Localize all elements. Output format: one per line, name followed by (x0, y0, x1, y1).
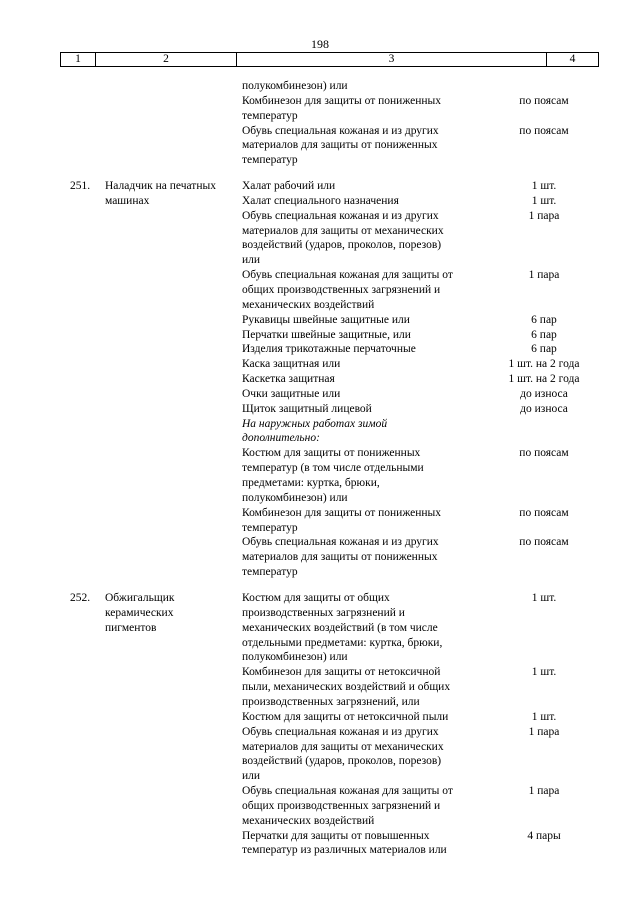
item-text-line: полукомбинезон) или (242, 491, 348, 504)
item-quantity: по поясам (519, 94, 569, 107)
item-text-line: Халат специального назначения (242, 194, 399, 207)
item-text-line: воздействий (ударов, проколов, порезов) (242, 755, 442, 768)
item-text-line: температур из различных материалов или (242, 844, 447, 857)
item-text-line: механических воздействий (242, 814, 375, 827)
item-text-line: Каска защитная или (242, 358, 341, 371)
entry-position-line: машинах (105, 194, 150, 207)
item-text-line: температур (в том числе отдельными (242, 462, 424, 475)
item-text-line: механических воздействий (в том числе (242, 621, 438, 634)
item-quantity: 1 шт. (531, 592, 557, 604)
item-text-line: общих производственных загрязнений и (242, 799, 441, 812)
item-text-line: предметами: куртка, брюки, (242, 477, 380, 489)
item-quantity: 6 пар (531, 343, 557, 356)
item-text-line: производственных загрязнений и (242, 606, 405, 619)
item-text-line: Обувь специальная кожаная для защиты от (242, 269, 453, 282)
item-quantity: по поясам (519, 124, 569, 137)
item-text-line: материалов для защиты от механических (242, 740, 444, 753)
header-col-1: 1 (61, 53, 96, 66)
item-text-line: общих производственных загрязнений и (242, 283, 441, 296)
header-col-4: 4 (569, 53, 576, 65)
item-text-line: температур (242, 109, 298, 122)
item-quantity: 1 шт. (531, 194, 557, 207)
item-text-line: температур (242, 521, 298, 534)
item-text-line: пыли, механических воздействий и общих (242, 681, 451, 694)
item-text-line: Перчатки для защиты от повышенных (242, 829, 430, 842)
item-text-line: Рукавицы швейные защитные или (242, 313, 410, 326)
entry-number: 251. (70, 180, 91, 192)
item-text-line: Костюм для защиты от общих (242, 592, 390, 604)
item-text-line: Комбинезон для защиты от пониженных (242, 506, 441, 519)
item-text-line: Обувь специальная кожаная и из других (242, 536, 439, 549)
item-text-line: дополнительно: (242, 432, 320, 445)
item-text-line: Перчатки швейные защитные, или (242, 328, 411, 341)
item-text-line: Обувь специальная кожаная и из других (242, 209, 439, 222)
item-text-line: воздействий (ударов, проколов, порезов) (242, 239, 442, 252)
item-quantity: 6 пар (531, 313, 557, 326)
header-col-3: 3 (237, 53, 547, 66)
entry-position-line: Наладчик на печатных (105, 180, 216, 192)
item-quantity: 6 пар (531, 328, 557, 341)
item-quantity: 1 пара (528, 785, 560, 798)
item-text-line: Обувь специальная кожаная и из других (242, 725, 439, 738)
item-text-line: Халат рабочий или (242, 180, 336, 192)
item-text-line: полукомбинезон) или (242, 651, 348, 664)
item-text-line: Костюм для защиты от нетоксичной пыли (242, 710, 449, 723)
item-text-line: Костюм для защиты от пониженных (242, 447, 421, 460)
item-text-line: Обувь специальная кожаная и из других (242, 124, 439, 137)
page-number: 198 (311, 37, 329, 51)
entry-number: 252. (70, 592, 91, 604)
item-quantity: по поясам (519, 536, 569, 549)
table-header (60, 52, 599, 67)
item-quantity: 1 пара (528, 725, 560, 738)
item-quantity: 1 пара (528, 269, 560, 282)
item-text-line: температур (242, 154, 298, 167)
entry-position-line: керамических (105, 606, 174, 619)
item-quantity: 1 шт. (531, 180, 557, 192)
item-text-line: материалов для защиты от пониженных (242, 551, 438, 564)
item-quantity: 4 пары (527, 829, 561, 842)
item-quantity: по поясам (519, 447, 569, 460)
header-col-2: 2 (96, 53, 237, 66)
item-text-line: Каскетка защитная (242, 373, 335, 386)
item-quantity: 1 пара (528, 209, 560, 222)
item-text-line: Очки защитные или (242, 387, 341, 400)
item-text-line: отдельными предметами: куртка, брюки, (242, 636, 443, 649)
item-quantity: до износа (520, 402, 568, 415)
item-text-line: материалов для защиты от механических (242, 224, 444, 237)
item-text-line: производственных загрязнений, или (242, 695, 420, 708)
item-quantity: 1 шт. (531, 666, 557, 679)
item-quantity: 1 шт. на 2 года (508, 373, 580, 386)
item-text-line: Обувь специальная кожаная для защиты от (242, 785, 453, 798)
item-quantity: 1 шт. (531, 710, 557, 723)
item-text-line: или (242, 770, 261, 783)
item-text-line: На наружных работах зимой (242, 417, 388, 430)
entry-position-line: пигментов (105, 621, 157, 634)
item-text-line: Щиток защитный лицевой (242, 402, 372, 415)
item-text-line: или (242, 254, 261, 267)
item-text-line: Комбинезон для защиты от пониженных (242, 94, 441, 107)
item-text-line: механических воздействий (242, 298, 375, 311)
item-quantity: по поясам (519, 506, 569, 519)
item-text-line: температур (242, 566, 298, 579)
item-text-line: Комбинезон для защиты от нетоксичной (242, 666, 441, 679)
item-text-line: полукомбинезон) или (242, 80, 348, 92)
item-text-line: материалов для защиты от пониженных (242, 139, 438, 152)
item-quantity: 1 шт. на 2 года (508, 358, 580, 371)
entry-position-line: Обжигальщик (105, 592, 175, 604)
item-quantity: до износа (520, 387, 568, 400)
item-text-line: Изделия трикотажные перчаточные (242, 343, 416, 356)
